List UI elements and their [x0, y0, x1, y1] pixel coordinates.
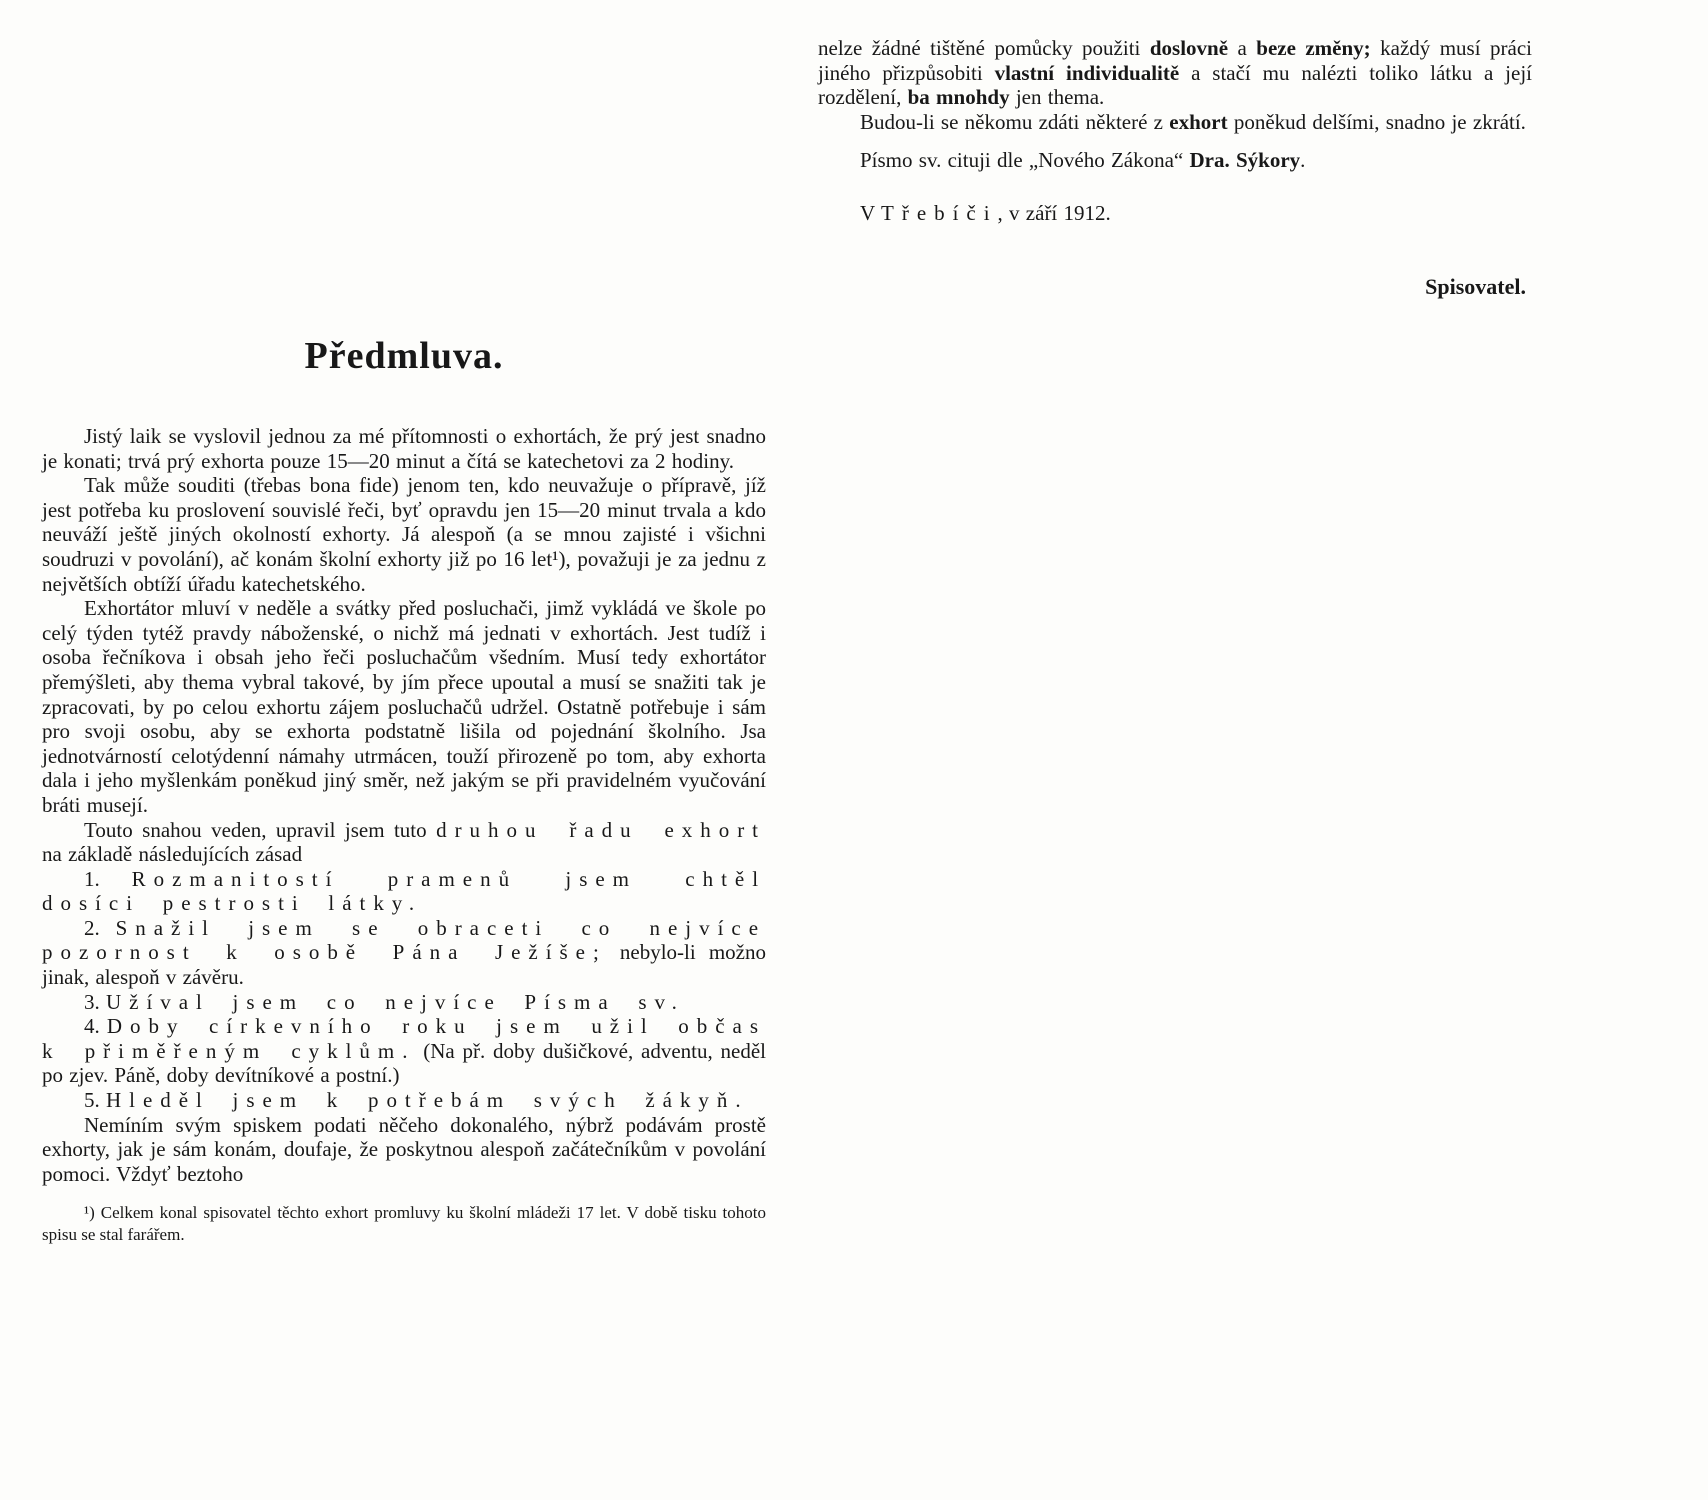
scripture-citation-line: Písmo sv. cituji dle „Nového Zákona“ Dra. Sýkory.	[860, 148, 1306, 173]
principle-4: 4. Doby církevního roku jsem užil občas k přiměřeným cyklům. (Na př. doby dušičkové, adventu, neděl po zjev. Páně, doby devítníkové a postní.)	[42, 1014, 766, 1088]
principle-3: 3. Užíval jsem co nejvíce Písma sv.	[84, 989, 685, 1014]
shortening-note-paragraph: Budou-li se někomu zdáti některé z exhort poněkud delšími, snadno je zkrátí.	[860, 109, 1526, 134]
preparation-paragraph: Tak může souditi (třebas bona fide) jenom ten, kdo neuvažuje o přípravě, jíž jest potřeba ku proslovení souvislé řeči, byť opravdu jen 15—20 minut trvala a kdo neuváží ještě jiných okolností exhorty. Já alespoň (a se mnou zajisté i všichni soudruzi v povolání), ač konám školní exhorty již po 16 let¹), považuji je za jednu z největších obtíží úřadu katechetského.	[42, 473, 766, 596]
left-column	[42, 334, 766, 1246]
intro-paragraph: Jistý laik se vyslovil jednou za mé přítomnosti o exhortách, že prý jest snadno je konati; trvá prý exhorta pouze 15—20 minut a čítá se katechetovi za 2 hodiny.	[42, 424, 766, 473]
principles-intro-paragraph: Touto snahou veden, upravil jsem tuto druhou řadu exhort na základě následujících zásad	[42, 817, 766, 867]
closing-paragraph: Nemíním svým spiskem podati něčeho dokonalého, nýbrž podávám prostě exhorty, jak je sám konám, doufaje, že poskytnou alespoň začátečníkům v povolání pomoci. Vždyť beztoho	[42, 1112, 766, 1186]
chapter-title: Předmluva.	[304, 335, 504, 377]
right-column	[818, 36, 1532, 300]
footnote: ¹) Celkem konal spisovatel těchto exhort promluvy ku školní mládeži 17 let. V době tisku tohoto spisu se stal farářem.	[42, 1203, 766, 1245]
author-signature: Spisovatel.	[1425, 273, 1526, 299]
principle-1: 1. Rozmanitostí pramenů jsem chtěl dosíci pestrosti látky.	[42, 866, 767, 916]
principle-5: 5. Hleděl jsem k potřebám svých žákyň.	[84, 1088, 749, 1113]
dateline: V Třebíči, v září 1912.	[860, 200, 1111, 225]
principle-2: 2. Snažil jsem se obraceti co nejvíce pozornost k osobě Pána Ježíše; nebylo-li možno jinak, alespoň v závěru.	[42, 915, 766, 990]
exhortator-paragraph: Exhortátor mluví v neděle a svátky před posluchači, jimž vykládá ve škole po celý týden tytéž pravdy náboženské, o nichž má jednati v exhortách. Jest tudíž i osoba řečníkova i obsah jeho řeči posluchačům všedním. Musí tedy exhortátor přemýšleti, aby thema vybral takové, by jím přece upoutal a musí se snažiti tak je zpracovati, by po celou exhortu zájem posluchačů udržel. Ostatně potřebuje i sám pro svoji osobu, aby se exhorta podstatně lišila od pojednání školního. Jsa jednotvárností celotýdenní námahy utrmácen, touží přirozeně po tom, aby exhorta dala i jeho myšlenkám poněkud jiný směr, než jakým se při pravidelném vyučování bráti musejí.	[42, 596, 766, 817]
continuation-paragraph: nelze žádné tištěné pomůcky použiti doslovně a beze změny; každý musí práci jiného přizpůsobiti vlastní individualitě a stačí mu nalézti toliko látku a její rozdělení, ba mnohdy jen thema.	[818, 36, 1533, 110]
